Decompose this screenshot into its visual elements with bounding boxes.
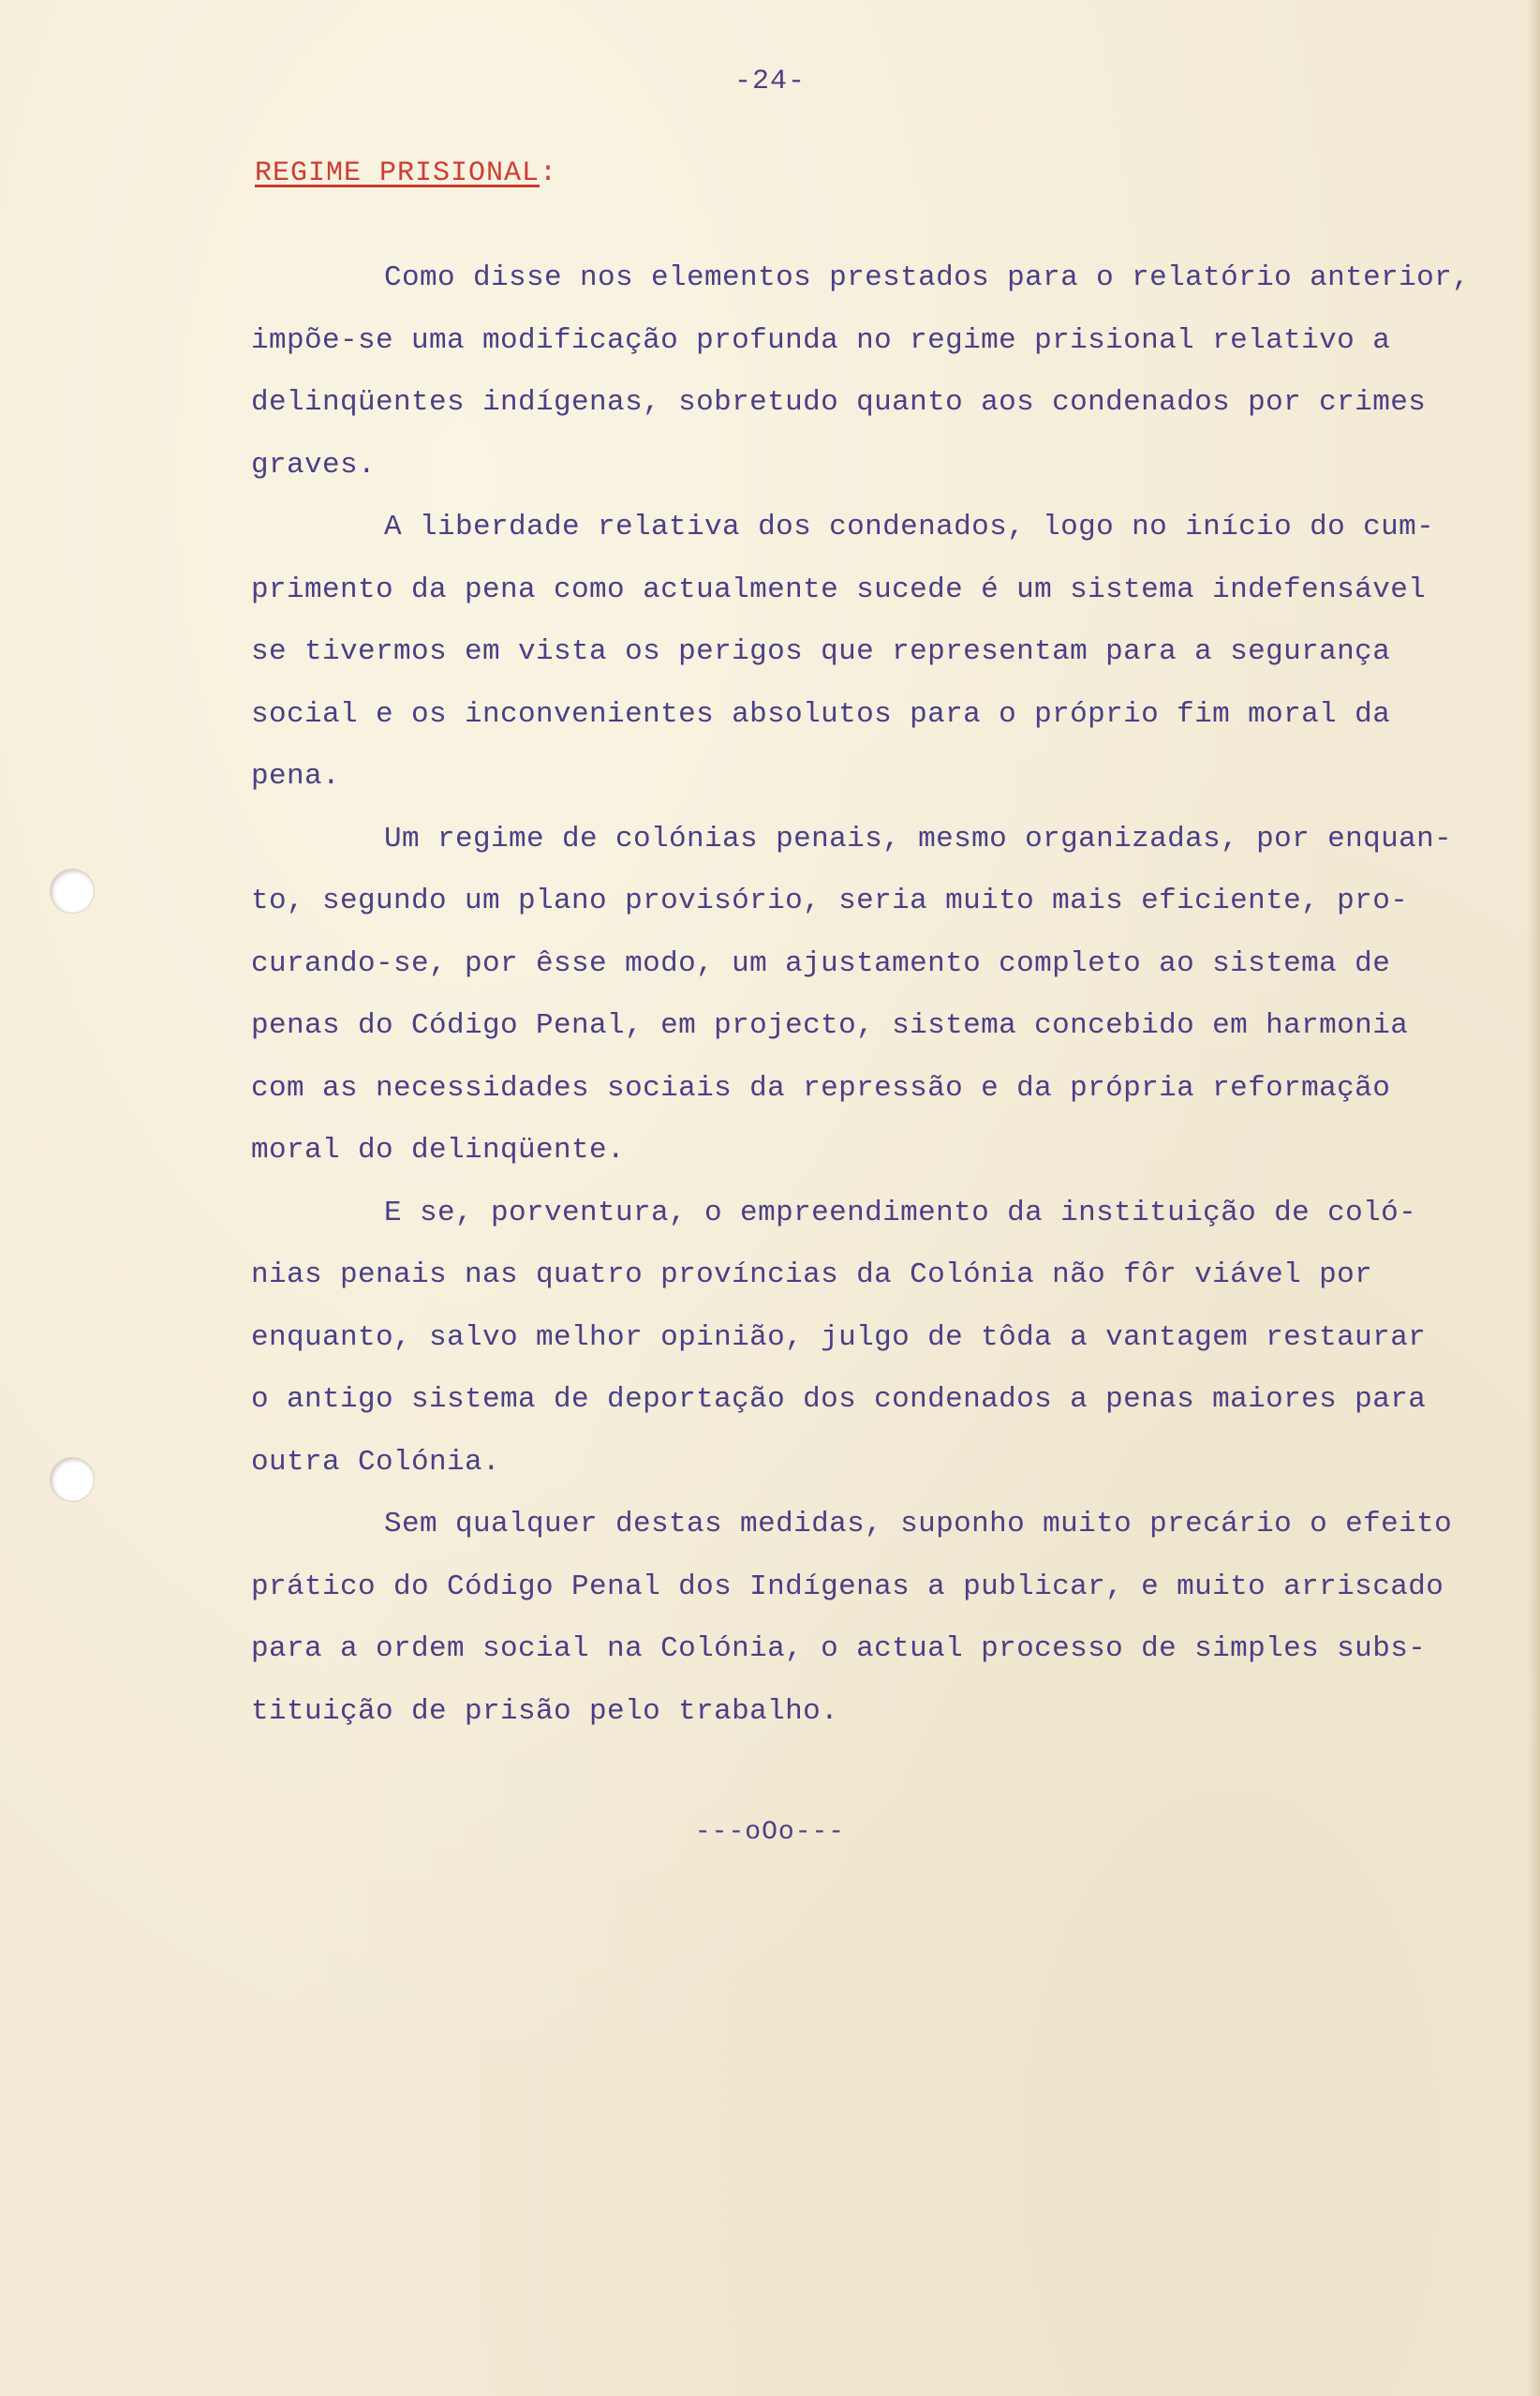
text-line: E se, porventura, o empreendimento da instituição de coló- bbox=[384, 1196, 1417, 1229]
closing-mark: ---oOo--- bbox=[694, 1818, 846, 1847]
section-heading-text: REGIME PRISIONAL bbox=[255, 157, 540, 189]
text-line: Sem qualquer destas medidas, suponho muito precário o efeito bbox=[384, 1508, 1453, 1540]
text-line: se tivermos em vista os perigos que representam para a segurança bbox=[251, 635, 1391, 668]
section-heading bbox=[255, 157, 557, 189]
text-line: tituição de prisão pelo trabalho. bbox=[251, 1694, 839, 1728]
text-line: pena. bbox=[251, 760, 341, 793]
page-number: -24- bbox=[733, 66, 806, 97]
text-line: penas do Código Penal, em projecto, sistema concebido em harmonia bbox=[251, 1009, 1409, 1042]
text-line: A liberdade relativa dos condenados, logo no início do cum- bbox=[384, 511, 1435, 543]
text-line: moral do delinqüente. bbox=[251, 1134, 626, 1167]
text-line: nias penais nas quatro províncias da Colónia não fôr viável por bbox=[251, 1258, 1373, 1291]
text-line: Como disse nos elementos prestados para o relatório anterior, bbox=[384, 261, 1471, 294]
text-line: com as necessidades sociais da repressão e da própria reformação bbox=[251, 1071, 1391, 1105]
page-edge-shadow bbox=[1527, 0, 1540, 2396]
text-line: para a ordem social na Colónia, o actual processo de simples subs- bbox=[251, 1632, 1427, 1665]
section-heading-suffix: : bbox=[540, 157, 558, 189]
text-line: Um regime de colónias penais, mesmo organizadas, por enquan- bbox=[384, 822, 1453, 856]
text-line: graves. bbox=[251, 448, 377, 482]
punch-hole-lower bbox=[51, 1458, 94, 1501]
body-text bbox=[251, 247, 1518, 1743]
text-line: o antigo sistema de deportação dos condenados a penas maiores para bbox=[251, 1383, 1427, 1416]
text-line: impõe-se uma modificação profunda no regime prisional relativo a bbox=[251, 323, 1391, 357]
text-line: to, segundo um plano provisório, seria muito mais eficiente, pro- bbox=[251, 885, 1409, 917]
text-line: prático do Código Penal dos Indígenas a publicar, e muito arriscado bbox=[251, 1570, 1444, 1603]
text-line: curando-se, por êsse modo, um ajustamento completo ao sistema de bbox=[251, 946, 1391, 980]
text-line: outra Colónia. bbox=[251, 1445, 501, 1479]
text-line: delinqüentes indígenas, sobretudo quanto aos condenados por crimes bbox=[251, 386, 1427, 419]
text-line: social e os inconvenientes absolutos para o próprio fim moral da bbox=[251, 697, 1391, 731]
text-line: enquanto, salvo melhor opinião, julgo de tôda a vantagem restaurar bbox=[251, 1320, 1427, 1354]
text-line: primento da pena como actualmente sucede é um sistema indefensável bbox=[251, 573, 1427, 606]
punch-hole-upper bbox=[51, 870, 94, 913]
